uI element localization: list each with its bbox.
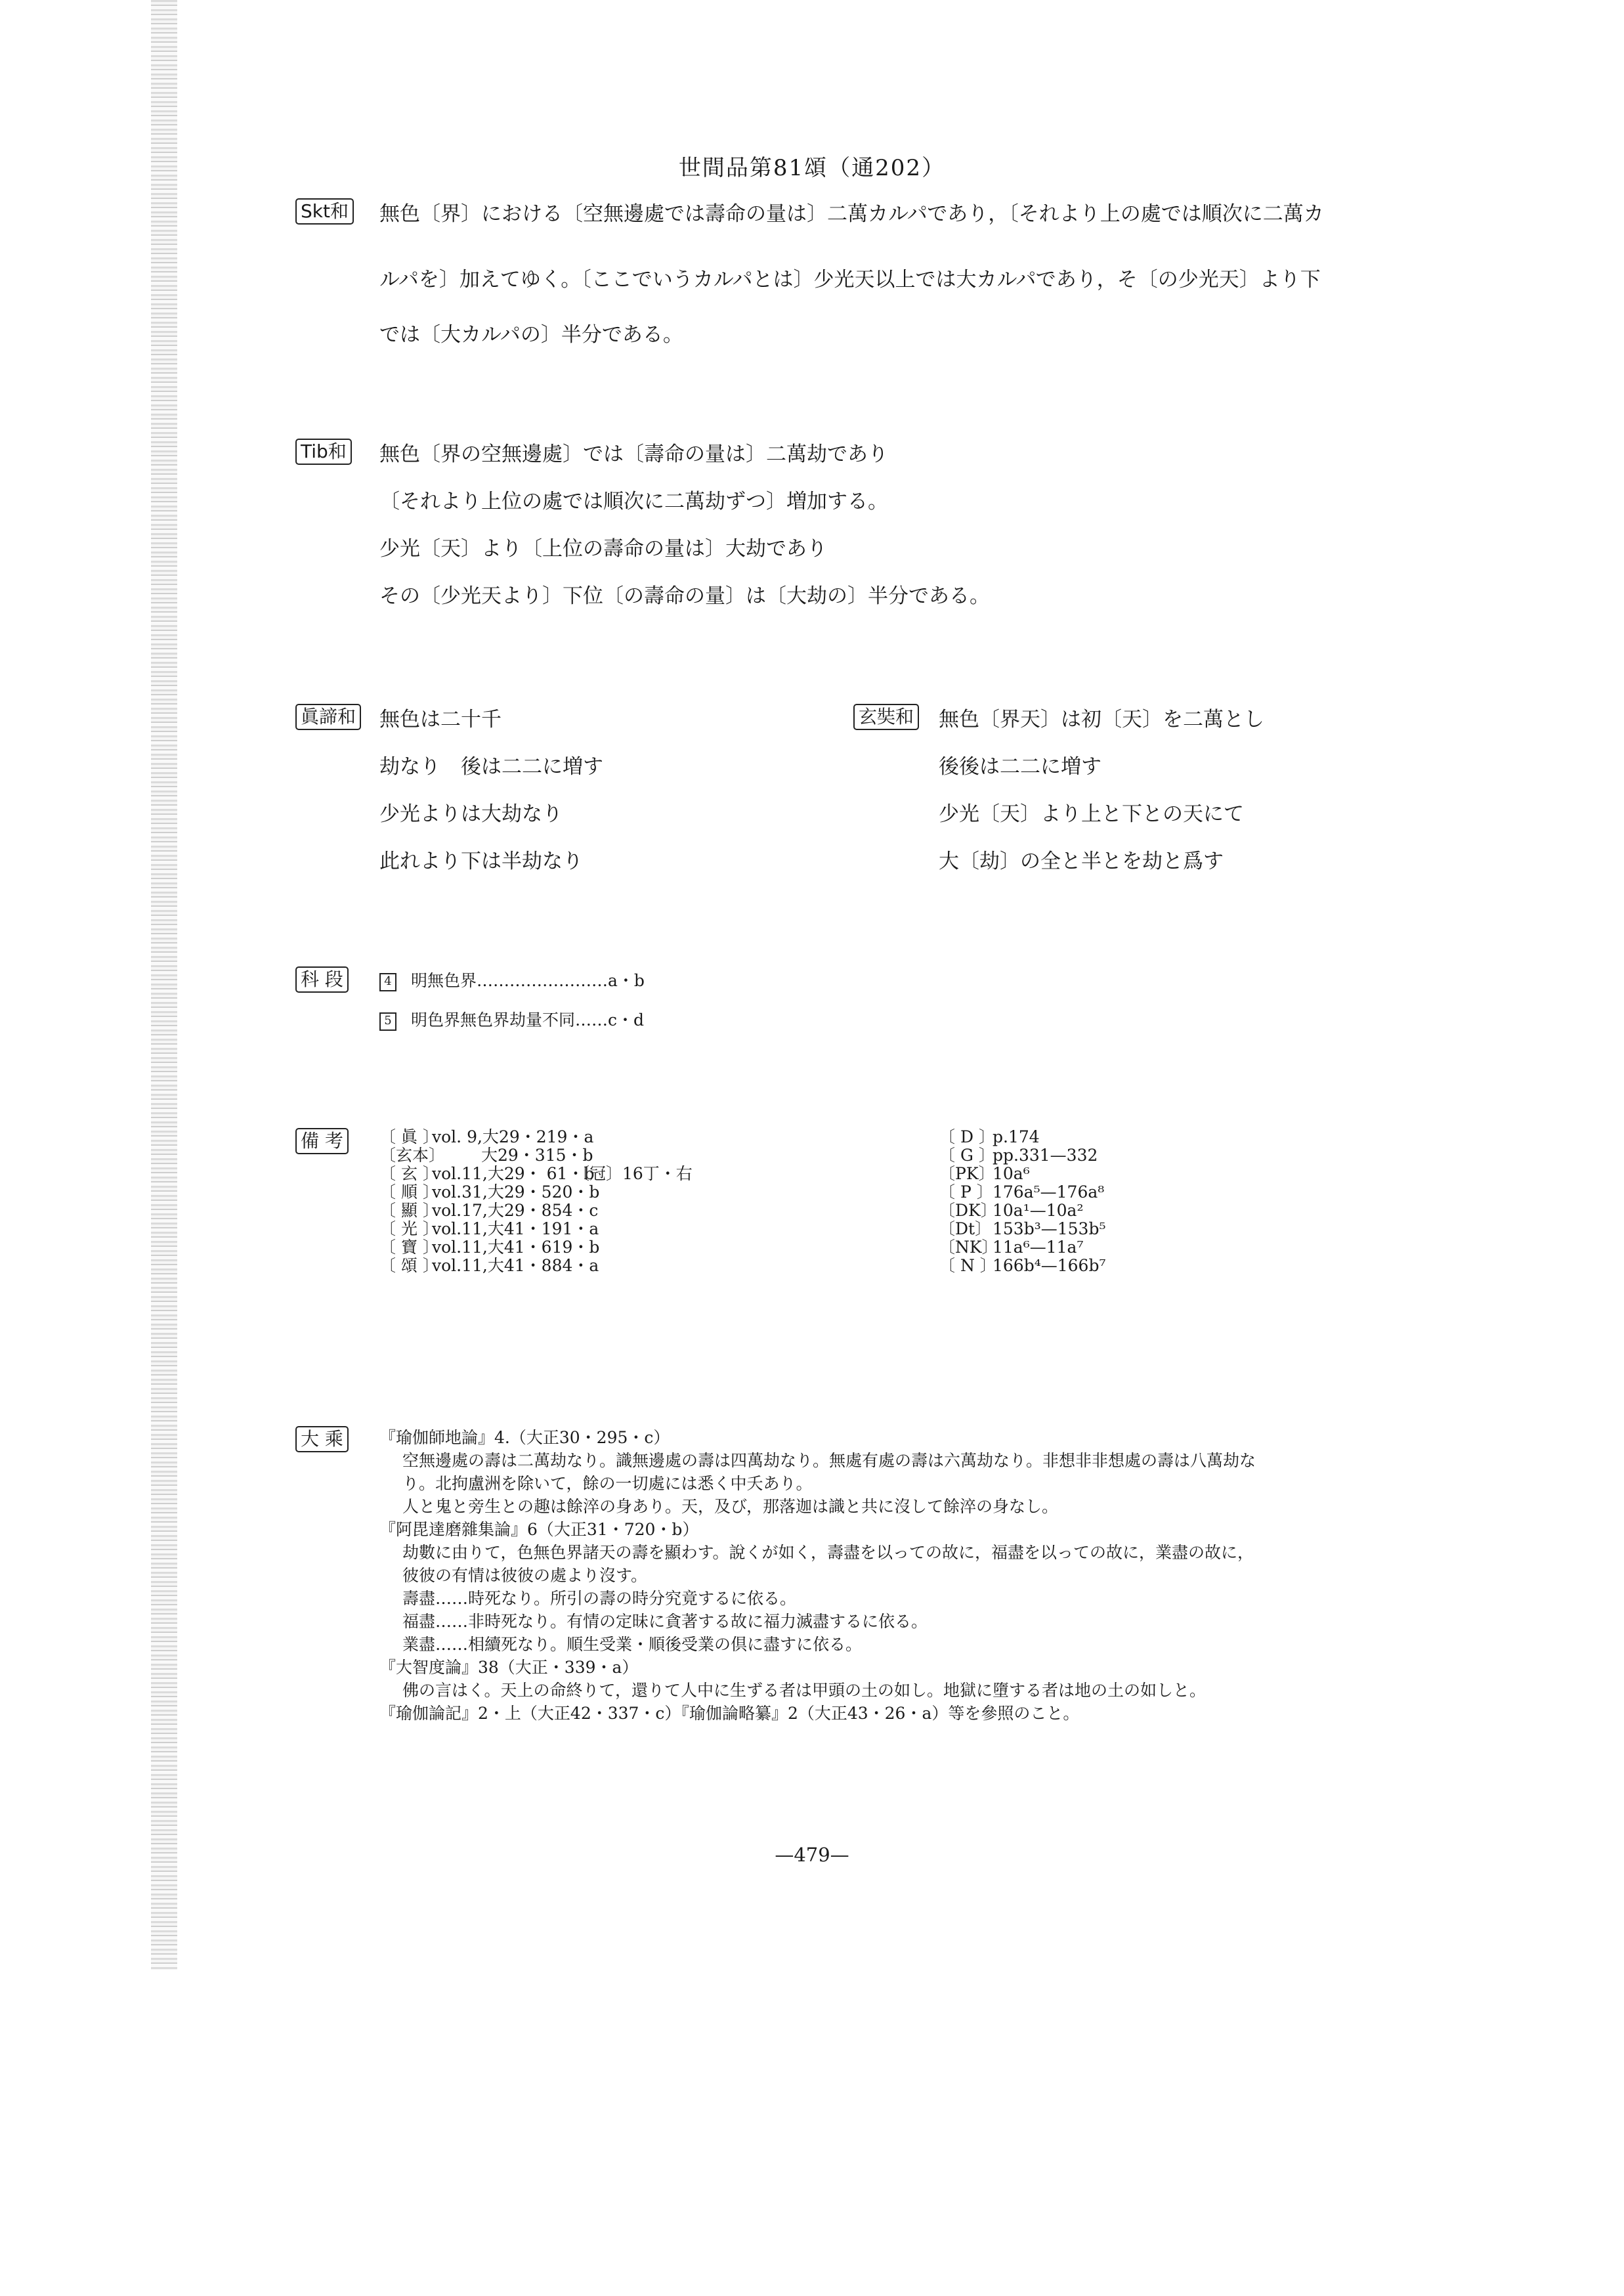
skt-line: では〔大カルパの〕半分である。 <box>379 323 683 347</box>
biko-ref-row <box>379 1146 693 1165</box>
daijo-source: 『大智度論』38（大正・339・a） <box>379 1658 639 1677</box>
ref-key: 〔 P 〕 <box>939 1182 993 1202</box>
biko-ref-row <box>379 1238 693 1257</box>
ref-value: vol.11,大29・ 61・b <box>432 1164 595 1183</box>
ref-key: 〔 N 〕 <box>939 1256 996 1275</box>
genjo-line: 大〔劫〕の全と半とを劫と爲す <box>939 850 1224 873</box>
daijo-source: 『瑜伽論記』2・上（大正42・337・c）『瑜伽論略纂』2（大正43・26・a）等を參照のこと。 <box>379 1704 1080 1723</box>
ref-value: 166b⁴—166b⁷ <box>993 1256 1106 1275</box>
daijo-body-line: 壽盡……時死なり。所引の壽の時分究竟するに依る。 <box>402 1589 797 1608</box>
biko-ref-row <box>379 1257 693 1275</box>
skt-line: ルパを〕加えてゆく。〔ここでいうカルパとは〕少光天以上では大カルパであり，そ〔の少光天〕より下 <box>379 268 1321 292</box>
biko-ref-row <box>379 1183 693 1202</box>
shintai-line: 此れより下は半劫なり <box>379 850 583 873</box>
ref-key: 〔 D 〕 <box>939 1127 995 1146</box>
biko-ref-row <box>379 1220 693 1238</box>
kadan-item-number: 5 <box>379 1012 396 1031</box>
ref-key: 〔 光 〕 <box>379 1219 439 1238</box>
ref-extra: 〔冠〕16丁・右 <box>573 1164 693 1183</box>
daijo-source: 『瑜伽師地論』4.（大正30・295・c） <box>379 1428 670 1447</box>
shintai-tag: 眞諦和 <box>295 704 361 730</box>
daijo-body-line: 人と鬼と旁生との趣は餘淬の身あり。天，及び，那落迦は識と共に沒して餘淬の身なし。 <box>402 1497 1059 1516</box>
ref-value: vol.31,大29・520・b <box>432 1182 600 1202</box>
ref-key: 〔 寶 〕 <box>379 1238 439 1257</box>
biko-ref-row <box>939 1128 1106 1146</box>
skt-tag: Skt和 <box>295 198 354 225</box>
biko-ref-row <box>379 1128 693 1146</box>
ref-value: vol.11,大41・619・b <box>432 1238 600 1257</box>
genjo-line: 無色〔界天〕は初〔天〕を二萬とし <box>939 708 1264 731</box>
ref-key: 〔 玄 〕 <box>379 1164 439 1183</box>
daijo-body-line: 佛の言はく。天上の命終りて，還りて人中に生ずる者は甲頭の土の如し。地獄に墮する者は地の土の如しと。 <box>402 1681 1207 1700</box>
tib-line: 〔それより上位の處では順次に二萬劫ずつ〕増加する。 <box>379 490 888 513</box>
genjo-line: 少光〔天〕より上と下との天にて <box>939 802 1244 826</box>
kadan-item-text: 明色界無色界劫量不同……c・d <box>411 1010 645 1029</box>
biko-left-list <box>379 1128 693 1275</box>
ref-value: pp.331—332 <box>993 1146 1098 1165</box>
ref-key: 〔 G 〕 <box>939 1146 995 1165</box>
tib-line: 無色〔界の空無邊處〕では〔壽命の量は〕二萬劫であり <box>379 443 888 466</box>
kadan-tag: 科 段 <box>295 966 349 993</box>
tib-line: その〔少光天より〕下位〔の壽命の量〕は〔大劫の〕半分である。 <box>379 584 990 608</box>
skt-line: 無色〔界〕における〔空無邊處では壽命の量は〕二萬カルパであり，〔それより上の處では順次に二萬カ <box>379 202 1324 226</box>
kadan-item-number: 4 <box>379 973 396 991</box>
ref-key: 〔 順 〕 <box>379 1182 439 1202</box>
ref-value: 10a¹—10a² <box>993 1201 1084 1220</box>
ref-key: 〔玄本〕 <box>379 1146 446 1165</box>
biko-ref-row <box>939 1165 1106 1183</box>
ref-key: 〔Dt〕 <box>939 1219 992 1238</box>
ref-value: 11a⁶—11a⁷ <box>993 1238 1084 1257</box>
ref-key: 〔NK〕 <box>939 1238 998 1257</box>
page-number: —479— <box>775 1844 849 1866</box>
ref-key: 〔 眞 〕 <box>379 1127 439 1146</box>
kadan-item-text: 明無色界……………………a・b <box>411 971 645 990</box>
biko-ref-row <box>379 1202 693 1220</box>
shintai-line: 少光よりは大劫なり <box>379 802 563 826</box>
biko-ref-row <box>939 1220 1106 1238</box>
ref-value: vol. 9,大29・219・a <box>432 1127 594 1146</box>
ref-key: 〔PK〕 <box>939 1164 995 1183</box>
biko-tag: 備 考 <box>295 1128 349 1154</box>
ref-key: 〔DK〕 <box>939 1201 997 1220</box>
page-title: 世間品第81頌（通202） <box>678 155 946 181</box>
biko-ref-row <box>379 1165 693 1183</box>
daijo-body-line: 業盡……相續死なり。順生受業・順後受業の倶に盡すに依る。 <box>402 1635 863 1654</box>
daijo-source: 『阿毘達磨雜集論』6（大正31・720・b） <box>379 1520 699 1539</box>
ref-value: 10a⁶ <box>993 1164 1030 1183</box>
ref-value: 153b³—153b⁵ <box>993 1219 1106 1238</box>
ref-value: p.174 <box>993 1127 1040 1146</box>
daijo-body-line: 空無邊處の壽は二萬劫なり。識無邊處の壽は四萬劫なり。無處有處の壽は六萬劫なり。非想非非想處の壽は八萬劫な <box>402 1451 1256 1470</box>
ref-key: 〔 頌 〕 <box>379 1256 439 1275</box>
genjo-line: 後後は二二に増す <box>939 755 1101 779</box>
kadan-item <box>379 968 645 991</box>
biko-ref-row <box>939 1146 1106 1165</box>
daijo-tag: 大 乘 <box>295 1426 349 1452</box>
tib-line: 少光〔天〕より〔上位の壽命の量は〕大劫であり <box>379 537 827 561</box>
tib-tag: Tib和 <box>295 439 352 465</box>
ref-value: 176a⁵—176a⁸ <box>993 1182 1105 1202</box>
ref-value: vol.11,大41・191・a <box>432 1219 599 1238</box>
daijo-body-line: り。北拘盧洲を除いて，餘の一切處には悉く中夭あり。 <box>402 1474 813 1493</box>
biko-right-list <box>939 1128 1106 1275</box>
biko-ref-row <box>939 1183 1106 1202</box>
ref-key: 〔 顯 〕 <box>379 1201 439 1220</box>
shintai-line: 無色は二十千 <box>379 708 502 731</box>
biko-ref-row <box>939 1238 1106 1257</box>
scan-edge <box>151 0 177 1970</box>
ref-value: vol.11,大41・884・a <box>432 1256 599 1275</box>
biko-ref-row <box>939 1257 1106 1275</box>
biko-ref-row <box>939 1202 1106 1220</box>
ref-value: 大29・315・b <box>432 1146 593 1165</box>
daijo-body-line: 彼彼の有情は彼彼の處より沒す。 <box>402 1566 648 1585</box>
daijo-notes <box>379 1426 1417 1725</box>
daijo-body-line: 福盡……非時死なり。有情の定昧に貪著する故に福力滅盡するに依る。 <box>402 1612 928 1631</box>
ref-value: vol.17,大29・854・c <box>432 1201 599 1220</box>
kadan-item <box>379 1007 644 1031</box>
genjo-tag: 玄奘和 <box>853 704 919 730</box>
shintai-line: 劫なり 後は二二に増す <box>379 755 603 779</box>
daijo-body-line: 劫數に由りて，色無色界諸天の壽を顯わす。說くが如く，壽盡を以っての故に，福盡を以っての故に，業盡の故に， <box>402 1543 1254 1562</box>
